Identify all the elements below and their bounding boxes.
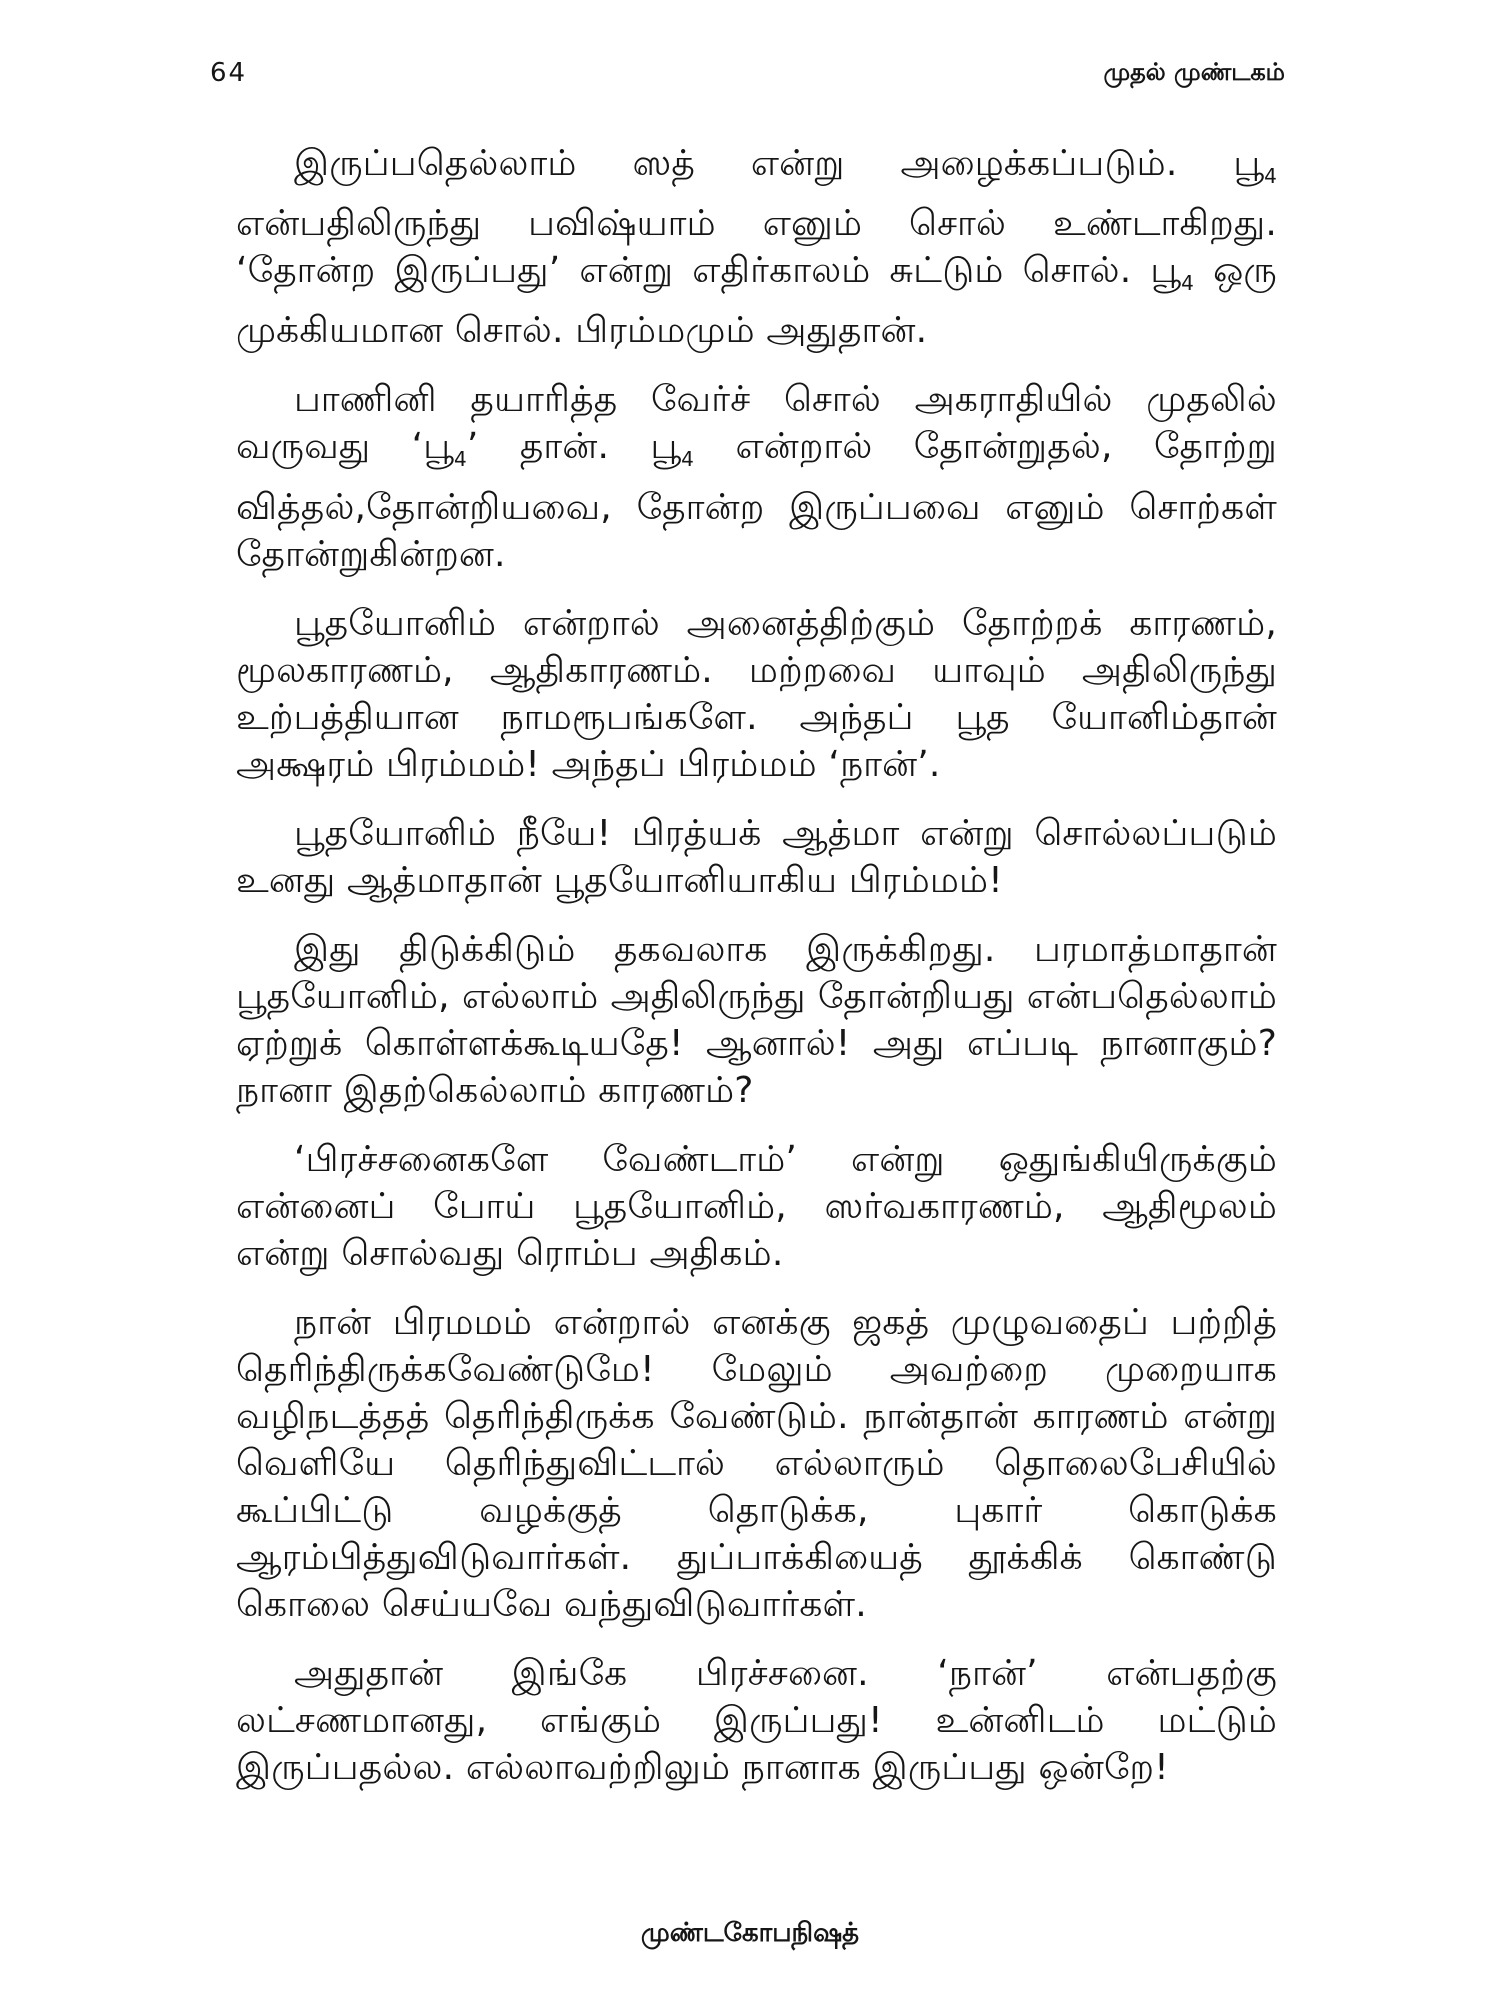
- paragraph: இருப்பதெல்லாம் ஸத் என்று அழைக்கப்படும். $பூ_4$ என்பதிலிருந்து பவிஷ்யாம் எனும் சொல் உண்டாகிறது. ‘தோன்ற இருப்பது’ என்று எதிர்காலம் சுட்டும் சொல். $பூ_4$ ஒரு முக்கியமான சொல். பிரம்மமும் அதுதான்.: [236, 143, 1277, 352]
- page-footer: [0, 1918, 1500, 1951]
- paragraph: பாணினி தயாரித்த வேர்ச் சொல் அகராதியில் முதலில் வருவது ‘$பூ_4$’ தான். $பூ_4$ என்றால் தோன்றுதல், தோற்று வித்தல்,தோன்றியவை, தோன்ற இருப்பவை எனும் சொற்கள் தோன்றுகின்றன.: [236, 379, 1277, 575]
- paragraph: அதுதான் இங்கே பிரச்சனை. ‘நான்’ என்பதற்கு லட்சணமானது, எங்கும் இருப்பது! உன்னிடம் மட்டும் இருப்பதல்ல. எல்லாவற்றிலும் நானாக இருப்பது ஒன்றே!: [236, 1652, 1277, 1788]
- paragraph: இது திடுக்கிடும் தகவலாக இருக்கிறது. பரமாத்மாதான் பூதயோனிம், எல்லாம் அதிலிருந்து தோன்றியது என்பதெல்லாம் ஏற்றுக் கொள்ளக்கூடியதே! ஆனால்! அது எப்படி நானாகும்? நானா இதற்கெல்லாம் காரணம்?: [236, 928, 1277, 1111]
- paragraph: பூதயோனிம் என்றால் அனைத்திற்கும் தோற்றக் காரணம், மூலகாரணம், ஆதிகாரணம். மற்றவை யாவும் அதிலிருந்து உற்பத்தியான நாமரூபங்களே. அந்தப் பூத யோனிம்தான் அக்ஷரம் பிரம்மம்! அந்தப் பிரம்மம் ‘நான்’.: [236, 602, 1277, 785]
- paragraph: நான் பிரமமம் என்றால் எனக்கு ஜகத் முழுவதைப் பற்றித் தெரிந்திருக்கவேண்டுமே! மேலும் அவற்றை முறையாக வழிநடத்தத் தெரிந்திருக்க வேண்டும். நான்தான் காரணம் என்று வெளியே தெரிந்துவிட்டால் எல்லாரும் தொலைபேசியில் கூப்பிட்டு வழக்குத் தொடுக்க, புகார் கொடுக்க ஆரம்பித்துவிடுவார்கள். துப்பாக்கியைத் தூக்கிக் கொண்டு கொலை செய்யவே வந்துவிடுவார்கள்.: [236, 1301, 1277, 1625]
- paragraph: பூதயோனிம் நீயே! பிரத்யக் ஆத்மா என்று சொல்லப்படும் உனது ஆத்மாதான் பூதயோனியாகிய பிரம்மம்!: [236, 812, 1277, 901]
- page-header: [210, 58, 1285, 102]
- body-text: [236, 140, 1277, 1813]
- running-title: முதல் முண்டகம்: [1103, 58, 1285, 86]
- page-number: 64: [210, 58, 248, 88]
- book-title: முண்டகோபநிஷத்: [640, 1918, 860, 1948]
- paragraph: ‘பிரச்சனைகளே வேண்டாம்’ என்று ஒதுங்கியிருக்கும் என்னைப் போய் பூதயோனிம், ஸர்வகாரணம், ஆதிமூலம் என்று சொல்வது ரொம்ப அதிகம்.: [236, 1138, 1277, 1274]
